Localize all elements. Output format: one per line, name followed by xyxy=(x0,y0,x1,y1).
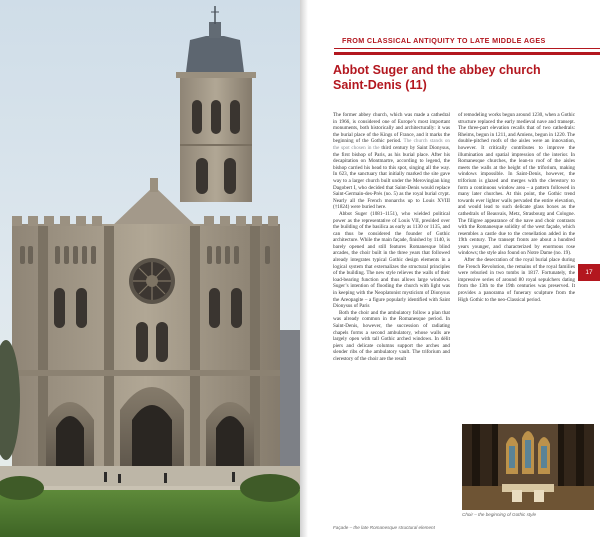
paragraph: Both the choir and the ambulatory follow a plan that was already common in the Romanesque period. In Saint-Denis, however, the succession of radiating chapels forms a second ambulatory, whose walls are largely open with tall Gothic arched windows. In délit piers and delicate columns support the arches and slender ribs of the ambulatory vault. The triforium and clerestory of the choir are the result xyxy=(333,309,450,362)
paragraph: Abbot Suger (1081–1151), who wielded political power as the representative of Louis VII, presided over the building of the basilica as early as 1130 or 1135, and can thus be considered the founder of Gothic architecture. While the main façade, finished by 1140, is barely opened and still features Romanesque blind arcades, the choir built in the three years that followed already integrates typical Gothic design elements in a logical system that externalizes the structural principles of the building. The new style relieves the walls of their load-bearing function and thus allows large windows. Suger’s intention of flooding the church with light was in keeping with the Neoplatonist mysticism of Dionysus the Areopagite – a figure popularly identified with Saint Dionysus of Paris xyxy=(333,210,450,310)
headline-line-2: Saint-Denis (11) xyxy=(333,77,427,92)
page-headline xyxy=(333,63,583,92)
text-column-right xyxy=(458,112,575,303)
choir-interior-photo xyxy=(462,424,594,510)
paragraph: of remodeling works begun around 1230, when a Gothic structure replaced the early medieval nave and transept. The three-part elevation recalls that of two cathedrals: Rheims, begun in 1211, and Amiens, begun in 1220. The double-pitched roofs of the aisles were an innovation, however. It critically contributes to improve the illumination and spatial impression of the interior. In Romanesque churches, the lean-to roof of the aisles meets the walls at the height of the triforium, making windows impossible. In Saint-Denis, however, the triforium is glazed and merges with the clerestory to form a continuous window area – a pattern followed in many later churches. At this point, the Gothic trend towards ever lighter walls pervaded the entire elevation, and would lead to such delicate glass boxes as the cathedrals of Beauvais, Metz, Strasbourg and Cologne. The filigree appearance of the nave and choir contrasts with the Romanesque solidity of the west façade, which resembles a castle due to the crenellation added in the 19th century. The transept fronts are about a hundred years younger, and characterized by enormous rose windows; the style also found on Notre Dame (no. 19). xyxy=(458,112,575,257)
paragraph: After the desecration of the royal burial place during the French Revolution, the remains of the royal families were reburied in two tombs in 1817. Fortunately, the impressive series of around 80 royal sepulchers dating from the 13th to the 19th centuries was preserved. It provides a panorama of funerary sculpture from the High Gothic to the neo-Classical period. xyxy=(458,257,575,303)
chapter-number-tab: 17 xyxy=(578,264,600,281)
highlighted-text: The church stands on the spot chosen in the xyxy=(333,138,450,151)
section-title: FROM CLASSICAL ANTIQUITY TO LATE MIDDLE AGES xyxy=(342,36,546,45)
text-column-left xyxy=(333,112,450,363)
headline-line-1: Abbot Suger and the abbey church xyxy=(333,63,541,77)
facade-caption: Façade – the late Romanesque structural element xyxy=(333,525,435,530)
paragraph-text: third century by Saint Dionysus, the first bishop of Paris, as his burial place. After his decapitation on Montmartre, according to legend, the bishop carried his head to this spot, singing all the way. In 623, the sanctuary that initially marked the site gave way to a larger church built under the Merovingian king Dagobert I, who decided that Saint-Denis would replace Saint-Germain-des-Prés (no. 5) as the royal burial crypt. Nearly all the French monarchs up to Louis XVIII (†1824) were buried here. xyxy=(333,144,451,211)
paragraph-text: The former abbey church, which was made a cathedral in 1966, is considered one of Europe’s most important monuments, both historically and architecturally: it was the burial place of the Kings of France, and it marks the beginning of the Gothic period. xyxy=(333,112,450,145)
section-header-bar xyxy=(334,52,600,55)
interior-caption: Choir – the beginning of Gothic style xyxy=(462,512,537,517)
paragraph xyxy=(333,112,450,211)
gutter-shadow xyxy=(300,0,308,537)
